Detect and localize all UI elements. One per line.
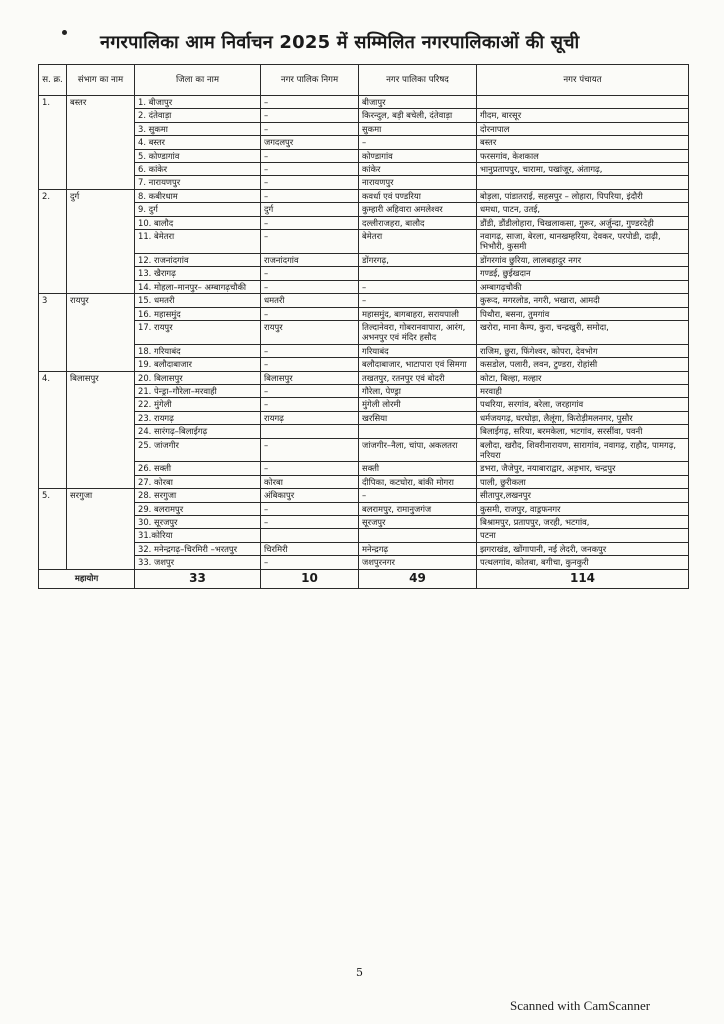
nigam-cell: – [261, 307, 359, 320]
municipality-table [38, 64, 689, 589]
serial-cell [39, 176, 67, 189]
header-serial: स. क्र. [39, 65, 67, 96]
nigam-cell: धमतरी [261, 294, 359, 307]
parishad-cell: तिल्दानेवरा, गोबरानवापारा, आरंग, अभनपुर एवं मंदिर हसौद [359, 320, 477, 344]
division-cell [67, 529, 135, 542]
district-cell: 13. खैरागढ़ [135, 267, 261, 280]
district-cell: 6. कांकेर [135, 163, 261, 176]
parishad-cell: कांकेर [359, 163, 477, 176]
nigam-cell: जगदलपुर [261, 136, 359, 149]
division-cell: रायपुर [67, 294, 135, 307]
panchayat-cell: पत्थलगांव, कोतबा, बगीचा, कुनकुरी [477, 556, 689, 569]
serial-cell [39, 230, 67, 254]
nigam-cell: रायपुर [261, 320, 359, 344]
nigam-cell: – [261, 502, 359, 515]
district-cell: 19. बलौदाबाजार [135, 358, 261, 371]
district-cell: 22. मुंगेली [135, 398, 261, 411]
table-row [39, 320, 689, 344]
panchayat-cell: पाली, छुरीकला [477, 475, 689, 488]
panchayat-cell: बोड़ला, पांडातराई, सहसपुर – लोहारा, पिपरिया, इंदौरी [477, 189, 689, 202]
parishad-cell: सक्ती [359, 462, 477, 475]
panchayat-cell: गण्डई, छुईखदान [477, 267, 689, 280]
serial-cell [39, 109, 67, 122]
district-cell: 12. राजनांदगांव [135, 253, 261, 266]
district-cell: 14. मोहला–मानपुर– अम्बागढ़चौकी [135, 280, 261, 293]
division-cell [67, 344, 135, 357]
parishad-cell: – [359, 280, 477, 293]
header-panchayat: नगर पंचायत [477, 65, 689, 96]
nigam-cell: – [261, 384, 359, 397]
district-cell: 9. दुर्ग [135, 203, 261, 216]
parishad-cell: सूरजपुर [359, 516, 477, 529]
table-row [39, 411, 689, 424]
district-cell: 21. पेन्ड्रा–गौरेला–मरवाही [135, 384, 261, 397]
table-row [39, 502, 689, 515]
parishad-cell: मुंगेली लोरमी [359, 398, 477, 411]
serial-cell [39, 542, 67, 555]
serial-cell [39, 411, 67, 424]
division-cell [67, 307, 135, 320]
parishad-cell: जशपुरनगर [359, 556, 477, 569]
table-row [39, 438, 689, 462]
table-row [39, 462, 689, 475]
table-row [39, 176, 689, 189]
nigam-cell: – [261, 556, 359, 569]
division-cell [67, 122, 135, 135]
division-cell [67, 176, 135, 189]
table-row [39, 253, 689, 266]
district-cell: 2. दंतेवाड़ा [135, 109, 261, 122]
parishad-cell: दल्लीराजहरा, बालौद [359, 216, 477, 229]
parishad-cell: – [359, 136, 477, 149]
parishad-cell: मनेन्द्रगढ़ [359, 542, 477, 555]
parishad-cell [359, 267, 477, 280]
panchayat-cell: बलौदा, खरौद, शिवरीनारायण, सारागांव, नवागढ़, राहौद, पामगढ़, नरियरा [477, 438, 689, 462]
table-row [39, 371, 689, 384]
nigam-cell: – [261, 398, 359, 411]
panchayat-cell: राजिम, छुरा, फिंगेश्वर, कोपरा, देवभोग [477, 344, 689, 357]
division-cell [67, 425, 135, 438]
panchayat-cell: कुरूद, मगरलोड, नगरी, भखारा, आमदी [477, 294, 689, 307]
serial-cell [39, 122, 67, 135]
district-cell: 11. बेमेतरा [135, 230, 261, 254]
parishad-cell: कोण्डागांव [359, 149, 477, 162]
table-row [39, 556, 689, 569]
district-cell: 15. धमतरी [135, 294, 261, 307]
panchayat-cell: मरवाही [477, 384, 689, 397]
nigam-cell: – [261, 109, 359, 122]
serial-cell: 5. [39, 489, 67, 502]
table-row [39, 384, 689, 397]
header-nigam: नगर पालिक निगम [261, 65, 359, 96]
panchayat-cell: बिलाईगढ़, सरिया, बरमकेला, भटगांव, सरसींवा, पवनी [477, 425, 689, 438]
nigam-cell [261, 529, 359, 542]
division-cell [67, 502, 135, 515]
serial-cell [39, 307, 67, 320]
division-cell [67, 136, 135, 149]
panchayat-cell: पथरिया, सरगांव, बरेला, जरहागांव [477, 398, 689, 411]
panchayat-cell: डभरा, जैजेपुर, नयाबाराद्वार, अड़भार, चन्द्रपुर [477, 462, 689, 475]
table-row [39, 307, 689, 320]
table-row [39, 122, 689, 135]
serial-cell: 4. [39, 371, 67, 384]
parishad-cell: बलौदाबाजार, भाटापारा एवं सिमगा [359, 358, 477, 371]
nigam-cell: – [261, 230, 359, 254]
nigam-cell: – [261, 216, 359, 229]
division-cell [67, 109, 135, 122]
parishad-cell: गरियाबंद [359, 344, 477, 357]
parishad-cell: बीजापुर [359, 96, 477, 109]
table-row [39, 216, 689, 229]
district-cell: 23. रायगढ़ [135, 411, 261, 424]
nigam-cell [261, 425, 359, 438]
parishad-cell: जांजगीर–नैला, चांपा, अकलतरा [359, 438, 477, 462]
serial-cell: 3 [39, 294, 67, 307]
total-district: 33 [135, 569, 261, 588]
district-cell: 31.कोरिया [135, 529, 261, 542]
district-cell: 20. बिलासपुर [135, 371, 261, 384]
parishad-cell: – [359, 489, 477, 502]
parishad-cell: खरसिया [359, 411, 477, 424]
panchayat-cell: गीदम, बारसूर [477, 109, 689, 122]
division-cell [67, 280, 135, 293]
table-row [39, 398, 689, 411]
serial-cell [39, 475, 67, 488]
serial-cell [39, 438, 67, 462]
header-division: संभाग का नाम [67, 65, 135, 96]
table-row [39, 189, 689, 202]
scanner-watermark: Scanned with CamScanner [510, 998, 651, 1013]
district-cell: 10. बालौद [135, 216, 261, 229]
division-cell [67, 438, 135, 462]
total-nigam: 10 [261, 569, 359, 588]
parishad-cell: डोंगरगढ़, [359, 253, 477, 266]
nigam-cell: चिरमिरी [261, 542, 359, 555]
header-district: जिला का नाम [135, 65, 261, 96]
panchayat-cell: भानुप्रतापपुर, चारामा, पखांजूर, अंतागढ़, [477, 163, 689, 176]
table-row [39, 149, 689, 162]
panchayat-cell: झगराखंड, खोंगापानी, नई लेदरी, जनकपुर [477, 542, 689, 555]
parishad-cell: महासमुंद, बागबाहरा, सरायपाली [359, 307, 477, 320]
serial-cell [39, 216, 67, 229]
panchayat-cell: बिश्रामपुर, प्रतापपुर, जरही, भटगांव, [477, 516, 689, 529]
division-cell [67, 475, 135, 488]
nigam-cell: – [261, 122, 359, 135]
division-cell [67, 203, 135, 216]
table-row [39, 344, 689, 357]
district-cell: 4. बस्तर [135, 136, 261, 149]
panchayat-cell: नवागढ़, साजा, बेरला, थानखम्हरिया, देवकर, परपोडी, दाढ़ी, भिभौरी, कुसमी [477, 230, 689, 254]
district-cell: 18. गरियाबंद [135, 344, 261, 357]
division-cell [67, 384, 135, 397]
nigam-cell: – [261, 267, 359, 280]
nigam-cell: रायगढ़ [261, 411, 359, 424]
division-cell [67, 253, 135, 266]
nigam-cell: – [261, 149, 359, 162]
nigam-cell: – [261, 96, 359, 109]
panchayat-cell: कोटा, बिल्हा, मल्हार [477, 371, 689, 384]
panchayat-cell: डौंडी, डौंडीलोहारा, चिखलाकसा, गुरूर, अर्जुन्दा, गुण्डरदेही [477, 216, 689, 229]
serial-cell [39, 253, 67, 266]
parishad-cell: कवर्धा एवं पण्डरिया [359, 189, 477, 202]
district-cell: 33. जशपुर [135, 556, 261, 569]
division-cell [67, 267, 135, 280]
parishad-cell: तखतपुर, रतनपुर एवं बोदरी [359, 371, 477, 384]
parishad-cell [359, 425, 477, 438]
table-row [39, 425, 689, 438]
division-cell [67, 163, 135, 176]
nigam-cell: – [261, 438, 359, 462]
document-title: नगरपालिका आम निर्वाचन 2025 में सम्मिलित नगरपालिकाओं की सूची [100, 32, 580, 53]
division-cell [67, 216, 135, 229]
table-row [39, 358, 689, 371]
serial-cell [39, 425, 67, 438]
division-cell [67, 411, 135, 424]
table-row [39, 489, 689, 502]
nigam-cell: – [261, 189, 359, 202]
serial-cell [39, 556, 67, 569]
serial-cell [39, 529, 67, 542]
serial-cell [39, 149, 67, 162]
nigam-cell: दुर्ग [261, 203, 359, 216]
parishad-cell: कुम्हारी अहिवारा अमलेश्वर [359, 203, 477, 216]
panchayat-cell: कसडोल, पलारी, लवन, टुण्डरा, रोहांसी [477, 358, 689, 371]
division-cell [67, 516, 135, 529]
table-row [39, 136, 689, 149]
district-cell: 1. बीजापुर [135, 96, 261, 109]
table-row [39, 96, 689, 109]
division-cell: बिलासपुर [67, 371, 135, 384]
serial-cell: 2. [39, 189, 67, 202]
district-cell: 7. नारायणपुर [135, 176, 261, 189]
panchayat-cell: अम्बागढ़चौकी [477, 280, 689, 293]
parishad-cell: बेमेतरा [359, 230, 477, 254]
table-row [39, 542, 689, 555]
parishad-cell: किरन्दुल, बड़ी बचेली, दंतेवाड़ा [359, 109, 477, 122]
total-parishad: 49 [359, 569, 477, 588]
table-row [39, 280, 689, 293]
serial-cell [39, 398, 67, 411]
district-cell: 29. बलरामपुर [135, 502, 261, 515]
parishad-cell: बलरामपुर, रामानुजगंज [359, 502, 477, 515]
division-cell [67, 542, 135, 555]
table-row [39, 294, 689, 307]
total-row [39, 569, 689, 588]
nigam-cell: – [261, 280, 359, 293]
division-cell [67, 462, 135, 475]
header-parishad: नगर पालिका परिषद [359, 65, 477, 96]
nigam-cell: – [261, 358, 359, 371]
panchayat-cell: पटना [477, 529, 689, 542]
table-row [39, 230, 689, 254]
division-cell: बस्तर [67, 96, 135, 109]
table-row [39, 163, 689, 176]
total-panchayat: 114 [477, 569, 689, 588]
table-row [39, 203, 689, 216]
division-cell [67, 358, 135, 371]
nigam-cell: – [261, 516, 359, 529]
panchayat-cell: धर्मजयगढ़, घरघोड़ा, लैलूंगा, किरोड़ीमलनगर, पुसौर [477, 411, 689, 424]
nigam-cell: अंबिकापुर [261, 489, 359, 502]
nigam-cell: – [261, 163, 359, 176]
parishad-cell: – [359, 294, 477, 307]
parishad-cell [359, 529, 477, 542]
serial-cell [39, 163, 67, 176]
serial-cell [39, 203, 67, 216]
table-row [39, 267, 689, 280]
division-cell [67, 149, 135, 162]
panchayat-cell: बस्तर [477, 136, 689, 149]
total-label: महायोग [39, 569, 135, 588]
table-row [39, 109, 689, 122]
nigam-cell: – [261, 344, 359, 357]
serial-cell [39, 320, 67, 344]
division-cell: सरगुजा [67, 489, 135, 502]
division-cell: दुर्ग [67, 189, 135, 202]
parishad-cell: सुकमा [359, 122, 477, 135]
page-number: 5 [356, 966, 363, 979]
district-cell: 26. सक्ती [135, 462, 261, 475]
district-cell: 24. सारंगढ़–बिलाईगढ़ [135, 425, 261, 438]
parishad-cell: गौरेला, पेण्ड्रा [359, 384, 477, 397]
nigam-cell: – [261, 176, 359, 189]
panchayat-cell: खरोरा, माना कैम्प, कुरा, चन्द्रखुरी, समोदा, [477, 320, 689, 344]
nigam-cell: – [261, 462, 359, 475]
serial-cell [39, 358, 67, 371]
serial-cell [39, 384, 67, 397]
panchayat-cell: डोंगरगांव छुरिया, लालबहादुर नगर [477, 253, 689, 266]
parishad-cell: दीपिका, कटघोरा, बांकी मोगरा [359, 475, 477, 488]
table-body [39, 96, 689, 570]
table-row [39, 516, 689, 529]
division-cell [67, 398, 135, 411]
table-row [39, 529, 689, 542]
panchayat-cell: सीतापुर,लखनपुर [477, 489, 689, 502]
serial-cell [39, 516, 67, 529]
serial-cell: 1. [39, 96, 67, 109]
nigam-cell: कोरबा [261, 475, 359, 488]
division-cell [67, 320, 135, 344]
district-cell: 32. मनेन्द्रगढ़–चिरमिरी –भरतपुर [135, 542, 261, 555]
serial-cell [39, 344, 67, 357]
serial-cell [39, 502, 67, 515]
bullet-dot [62, 30, 67, 35]
panchayat-cell: धमधा, पाटन, उतई, [477, 203, 689, 216]
district-cell: 3. सुकमा [135, 122, 261, 135]
division-cell [67, 230, 135, 254]
parishad-cell: नारायणपुर [359, 176, 477, 189]
table-row [39, 475, 689, 488]
serial-cell [39, 136, 67, 149]
district-cell: 17. रायपुर [135, 320, 261, 344]
district-cell: 8. कबीरधाम [135, 189, 261, 202]
panchayat-cell: दोरनापाल [477, 122, 689, 135]
district-cell: 5. कोण्डागांव [135, 149, 261, 162]
panchayat-cell [477, 176, 689, 189]
district-cell: 28. सरगुजा [135, 489, 261, 502]
table-header-row [39, 65, 689, 96]
nigam-cell: बिलासपुर [261, 371, 359, 384]
district-cell: 27. कोरबा [135, 475, 261, 488]
serial-cell [39, 267, 67, 280]
panchayat-cell: फरसगांव, केशकाल [477, 149, 689, 162]
district-cell: 16. महासमुंद [135, 307, 261, 320]
serial-cell [39, 280, 67, 293]
panchayat-cell: पिथौरा, बसना, तुमगांव [477, 307, 689, 320]
nigam-cell: राजनांदगांव [261, 253, 359, 266]
panchayat-cell [477, 96, 689, 109]
district-cell: 25. जांजगीर [135, 438, 261, 462]
serial-cell [39, 462, 67, 475]
division-cell [67, 556, 135, 569]
panchayat-cell: कुसमी, राजपुर, वाड्रफनगर [477, 502, 689, 515]
district-cell: 30. सूरजपुर [135, 516, 261, 529]
